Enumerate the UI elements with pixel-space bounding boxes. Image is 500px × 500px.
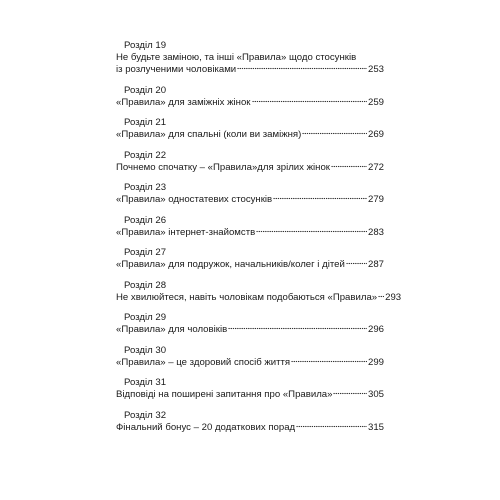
dot-leader bbox=[378, 295, 384, 298]
page-number: 293 bbox=[385, 291, 402, 303]
page-number: 272 bbox=[367, 161, 384, 173]
dot-leader bbox=[256, 230, 367, 233]
chapter-title: «Правила» – це здоровий спосіб життя bbox=[116, 356, 291, 368]
chapter-number: Розділ 28 bbox=[124, 279, 167, 291]
toc-entry bbox=[116, 215, 384, 239]
dot-leader bbox=[237, 67, 367, 70]
toc-row bbox=[116, 162, 384, 174]
toc-entry bbox=[116, 40, 384, 76]
chapter-number: Розділ 22 bbox=[124, 149, 167, 161]
toc-row bbox=[116, 389, 384, 401]
toc-row bbox=[116, 291, 402, 304]
chapter-title: «Правила» для спальні (коли ви заміжня) bbox=[116, 129, 302, 140]
page-number: 305 bbox=[367, 389, 384, 400]
chapter-number: Розділ 20 bbox=[124, 84, 167, 96]
toc-entry bbox=[116, 85, 384, 109]
chapter-number: Розділ 27 bbox=[124, 247, 167, 258]
toc-row bbox=[116, 64, 384, 76]
toc-row bbox=[116, 227, 384, 239]
toc-entry bbox=[116, 150, 384, 174]
page-number: 269 bbox=[367, 129, 384, 140]
chapter-title: «Правила» для чоловіків bbox=[116, 324, 228, 335]
toc-entry bbox=[116, 345, 384, 369]
chapter-title: «Правила» інтернет-знайомств bbox=[116, 226, 256, 238]
page-number: 296 bbox=[367, 324, 384, 335]
chapter-title-line: Не будьте заміною, та інші «Правила» щодо стосунків bbox=[116, 52, 357, 63]
toc-row bbox=[116, 357, 384, 369]
table-of-contents bbox=[116, 40, 402, 442]
chapter-number: Розділ 21 bbox=[124, 117, 167, 128]
dot-leader bbox=[296, 425, 367, 428]
dot-leader bbox=[273, 197, 367, 200]
toc-row bbox=[116, 194, 384, 206]
page-number: 287 bbox=[367, 259, 384, 270]
toc-entry bbox=[116, 182, 384, 206]
toc-entry bbox=[116, 279, 402, 304]
chapter-number: Розділ 29 bbox=[124, 312, 167, 323]
chapter-number: Розділ 31 bbox=[124, 377, 167, 388]
toc-entry bbox=[116, 312, 384, 336]
page-number: 259 bbox=[367, 96, 384, 108]
chapter-number: Розділ 23 bbox=[124, 182, 167, 193]
chapter-title: «Правила» для подружок, начальників/колег і дітей bbox=[116, 259, 345, 270]
toc-row bbox=[116, 324, 384, 336]
chapter-number: Розділ 26 bbox=[124, 214, 167, 226]
toc-entry bbox=[116, 410, 384, 434]
dot-leader bbox=[291, 360, 367, 363]
page-number: 279 bbox=[367, 194, 384, 205]
dot-leader bbox=[228, 327, 367, 330]
chapter-title: «Правила» одностатевих стосунків bbox=[116, 194, 273, 205]
dot-leader bbox=[302, 132, 367, 135]
toc-row bbox=[116, 97, 384, 109]
chapter-number: Розділ 19 bbox=[124, 40, 167, 51]
toc-row bbox=[116, 129, 384, 141]
dot-leader bbox=[333, 392, 367, 395]
chapter-title: Фінальний бонус – 20 додаткових порад bbox=[116, 421, 296, 433]
page-number: 283 bbox=[367, 226, 384, 238]
toc-row bbox=[116, 259, 384, 271]
chapter-title: із розлученими чоловіками bbox=[116, 64, 237, 75]
dot-leader bbox=[252, 100, 367, 103]
toc-entry bbox=[116, 247, 384, 271]
page-number: 315 bbox=[367, 421, 384, 433]
page-number: 253 bbox=[367, 64, 384, 75]
chapter-number: Розділ 30 bbox=[124, 344, 167, 356]
chapter-title: Відповіді на поширені запитання про «Правила» bbox=[116, 389, 333, 400]
page-number: 299 bbox=[367, 356, 384, 368]
chapter-number: Розділ 32 bbox=[124, 409, 167, 421]
dot-leader bbox=[346, 262, 367, 265]
toc-entry bbox=[116, 117, 384, 141]
chapter-title: Не хвилюйтеся, навіть чоловікам подобаються «Правила» bbox=[116, 291, 378, 303]
chapter-title: Почнемо спочатку – «Правила»для зрілих жінок bbox=[116, 161, 330, 173]
toc-entry bbox=[116, 377, 384, 401]
dot-leader bbox=[331, 165, 367, 168]
chapter-title: «Правила» для заміжніх жінок bbox=[116, 96, 251, 108]
toc-row bbox=[116, 422, 384, 434]
